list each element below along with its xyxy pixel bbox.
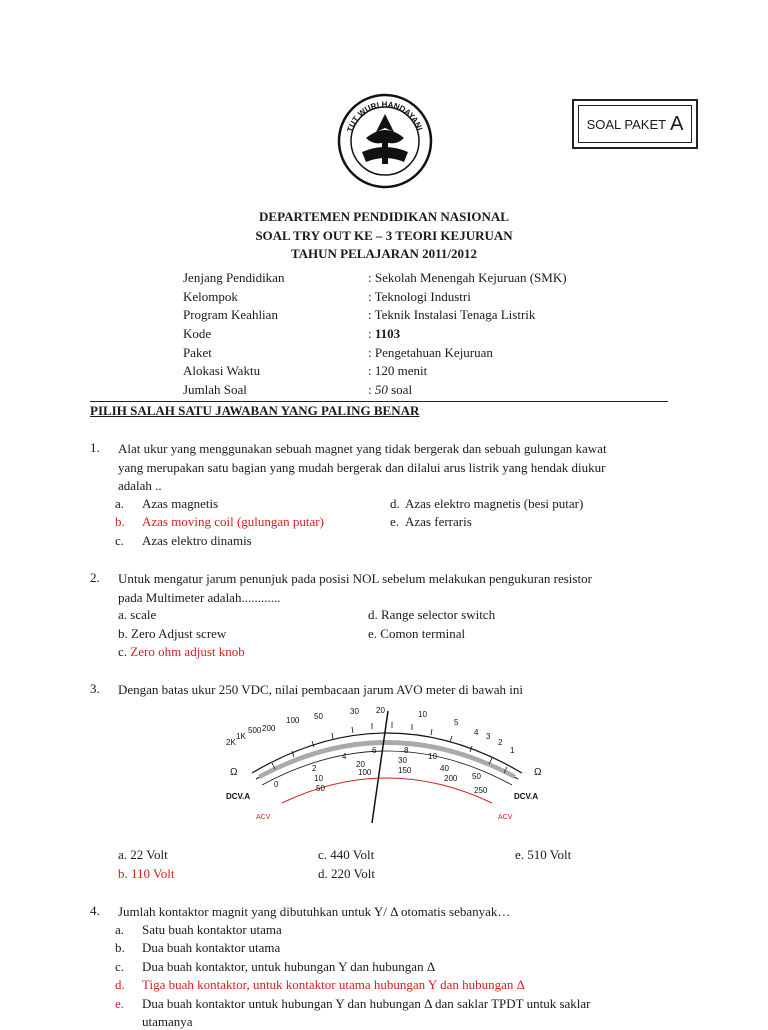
svg-text:40: 40 bbox=[440, 764, 449, 773]
instruction: PILIH SALAH SATU JAWABAN YANG PALING BENAR bbox=[90, 403, 420, 418]
svg-text:DCV.A: DCV.A bbox=[514, 792, 539, 801]
svg-text:2K: 2K bbox=[226, 738, 236, 747]
q4-opt-c[interactable]: Dua buah kontaktor, untuk hubungan Y dan hubungan Δ bbox=[142, 959, 436, 974]
info-label-kelompok: Kelompok bbox=[183, 289, 238, 304]
q3-opt-a[interactable]: a. 22 Volt bbox=[118, 847, 168, 862]
svg-text:Ω: Ω bbox=[534, 767, 542, 778]
info-value-kode: : 1103 bbox=[368, 326, 401, 341]
svg-text:ACV: ACV bbox=[498, 814, 513, 821]
info-value-waktu: : 120 menit bbox=[368, 363, 428, 378]
info-label-jumlah: Jumlah Soal bbox=[183, 382, 247, 397]
svg-text:Ω: Ω bbox=[230, 767, 238, 778]
q3-opt-b[interactable]: b. 110 Volt bbox=[118, 866, 175, 881]
avo-meter-dial bbox=[222, 703, 552, 823]
q4-opt-e[interactable]: Dua buah kontaktor untuk hubungan Y dan hubungan Δ dan saklar TPDT untuk saklar bbox=[142, 996, 591, 1011]
svg-text:30: 30 bbox=[398, 756, 407, 765]
svg-text:50: 50 bbox=[314, 712, 323, 721]
q4-opt-d[interactable]: Tiga buah kontaktor, untuk kontaktor utama hubungan Y dan hubungan Δ bbox=[142, 977, 525, 992]
svg-text:DCV.A: DCV.A bbox=[226, 792, 251, 801]
svg-text:TUT WURI HANDAYANI: TUT WURI HANDAYANI bbox=[345, 99, 425, 134]
svg-text:20: 20 bbox=[376, 706, 385, 715]
soal-paket-label: SOAL PAKET bbox=[586, 116, 667, 132]
info-label-waktu: Alokasi Waktu bbox=[183, 363, 261, 378]
q2-opt-d[interactable]: d. Range selector switch bbox=[368, 607, 496, 622]
svg-text:2: 2 bbox=[498, 738, 503, 747]
svg-text:0: 0 bbox=[274, 780, 279, 789]
svg-text:30: 30 bbox=[350, 707, 359, 716]
svg-text:100: 100 bbox=[358, 768, 372, 777]
q1-opt-c[interactable]: Azas elektro dinamis bbox=[142, 533, 252, 548]
svg-text:ACV: ACV bbox=[256, 814, 271, 821]
jumlah-number: 50 bbox=[374, 382, 388, 397]
q2-number: 2. bbox=[90, 570, 100, 585]
info-value-jumlah: : 50 soal bbox=[368, 382, 413, 397]
svg-text:50: 50 bbox=[472, 772, 481, 781]
q1-text: Alat ukur yang menggunakan sebuah magnet yang tidak bergerak dan sebuah gulungan kawat yang merupakan satu bagian yang mudah bergerak dan dilalui arus listrik yang hendak diukur adalah .. bbox=[118, 441, 607, 493]
svg-text:10: 10 bbox=[418, 710, 427, 719]
info-value-jenjang: : Sekolah Menengah Kejuruan (SMK) bbox=[368, 270, 567, 285]
q1-opt-d[interactable]: Azas elektro magnetis (besi putar) bbox=[405, 496, 584, 511]
info-value-paket: : Pengetahuan Kejuruan bbox=[368, 345, 493, 360]
q1-opt-d-letter: d. bbox=[390, 496, 400, 511]
info-label-kode: Kode bbox=[183, 326, 212, 341]
q4-text: Jumlah kontaktor magnit yang dibutuhkan untuk Y/ Δ otomatis sebanyak… bbox=[118, 904, 511, 919]
svg-text:1: 1 bbox=[510, 746, 515, 755]
svg-text:4: 4 bbox=[474, 728, 479, 737]
svg-text:4: 4 bbox=[342, 752, 347, 761]
q4-opt-e-letter: e. bbox=[115, 996, 125, 1011]
q3-opt-c[interactable]: c. 440 Volt bbox=[318, 847, 375, 862]
q2-opt-b[interactable]: b. Zero Adjust screw bbox=[118, 626, 227, 641]
q2-opt-c[interactable]: c. Zero ohm adjust knob bbox=[118, 644, 245, 659]
q1-opt-e-letter: e. bbox=[390, 514, 400, 529]
q1-opt-a[interactable]: Azas magnetis bbox=[142, 496, 219, 511]
tut-wuri-handayani-logo bbox=[336, 92, 434, 190]
q3-text: Dengan batas ukur 250 VDC, nilai pembacaan jarum AVO meter di bawah ini bbox=[118, 682, 523, 697]
info-value-kelompok: : Teknologi Industri bbox=[368, 289, 471, 304]
q1-opt-a-letter: a. bbox=[115, 496, 125, 511]
svg-text:250: 250 bbox=[474, 786, 488, 795]
svg-text:1K: 1K bbox=[236, 732, 246, 741]
q1-opt-b-letter: b. bbox=[115, 514, 125, 529]
q4-opt-b[interactable]: Dua buah kontaktor utama bbox=[142, 940, 281, 955]
q2-opt-a[interactable]: a. scale bbox=[118, 607, 157, 622]
q1-number: 1. bbox=[90, 440, 100, 455]
q1-opt-b[interactable]: Azas moving coil (gulungan putar) bbox=[142, 514, 324, 529]
svg-text:500: 500 bbox=[248, 726, 262, 735]
header-title-2: SOAL TRY OUT KE – 3 TEORI KEJURUAN bbox=[255, 228, 513, 243]
header-divider bbox=[90, 401, 668, 402]
q3-opt-d[interactable]: d. 220 Volt bbox=[318, 866, 375, 881]
svg-text:100: 100 bbox=[286, 716, 300, 725]
soal-paket-box bbox=[572, 99, 698, 149]
q2-text: Untuk mengatur jarum penunjuk pada posisi NOL sebelum melakukan pengukuran resistor pada Multimeter adalah............ bbox=[118, 571, 592, 605]
q3-opt-e[interactable]: e. 510 Volt bbox=[515, 847, 572, 862]
svg-text:5: 5 bbox=[454, 718, 459, 727]
header-title-3: TAHUN PELAJARAN 2011/2012 bbox=[290, 246, 478, 261]
q4-opt-a-letter: a. bbox=[115, 922, 125, 937]
svg-text:8: 8 bbox=[404, 746, 409, 755]
info-label-paket: Paket bbox=[183, 345, 212, 360]
svg-text:200: 200 bbox=[262, 724, 276, 733]
q4-opt-e-cont: utamanya bbox=[142, 1014, 193, 1029]
q4-opt-a[interactable]: Satu buah kontaktor utama bbox=[142, 922, 282, 937]
svg-text:200: 200 bbox=[444, 774, 458, 783]
q4-number: 4. bbox=[90, 903, 100, 918]
info-label-program: Program Keahlian bbox=[183, 307, 278, 322]
q4-opt-c-letter: c. bbox=[115, 959, 125, 974]
q1-opt-c-letter: c. bbox=[115, 533, 125, 548]
svg-text:10: 10 bbox=[314, 774, 323, 783]
svg-text:20: 20 bbox=[356, 760, 365, 769]
svg-text:2: 2 bbox=[312, 764, 317, 773]
q4-opt-b-letter: b. bbox=[115, 940, 125, 955]
svg-text:50: 50 bbox=[316, 784, 325, 793]
svg-text:6: 6 bbox=[372, 746, 377, 755]
kode-number: 1103 bbox=[374, 326, 401, 341]
q4-opt-d-letter: d. bbox=[115, 977, 125, 992]
q3-number: 3. bbox=[90, 681, 100, 696]
q1-opt-e[interactable]: Azas ferraris bbox=[405, 514, 472, 529]
soal-paket-letter: A bbox=[670, 112, 684, 135]
header-title-1: DEPARTEMEN PENDIDIKAN NASIONAL bbox=[259, 209, 509, 224]
svg-text:10: 10 bbox=[428, 752, 437, 761]
svg-text:3: 3 bbox=[486, 732, 491, 741]
info-value-program: : Teknik Instalasi Tenaga Listrik bbox=[368, 307, 536, 322]
svg-text:150: 150 bbox=[398, 766, 412, 775]
q2-opt-e[interactable]: e. Comon terminal bbox=[368, 626, 466, 641]
info-label-jenjang: Jenjang Pendidikan bbox=[183, 270, 285, 285]
